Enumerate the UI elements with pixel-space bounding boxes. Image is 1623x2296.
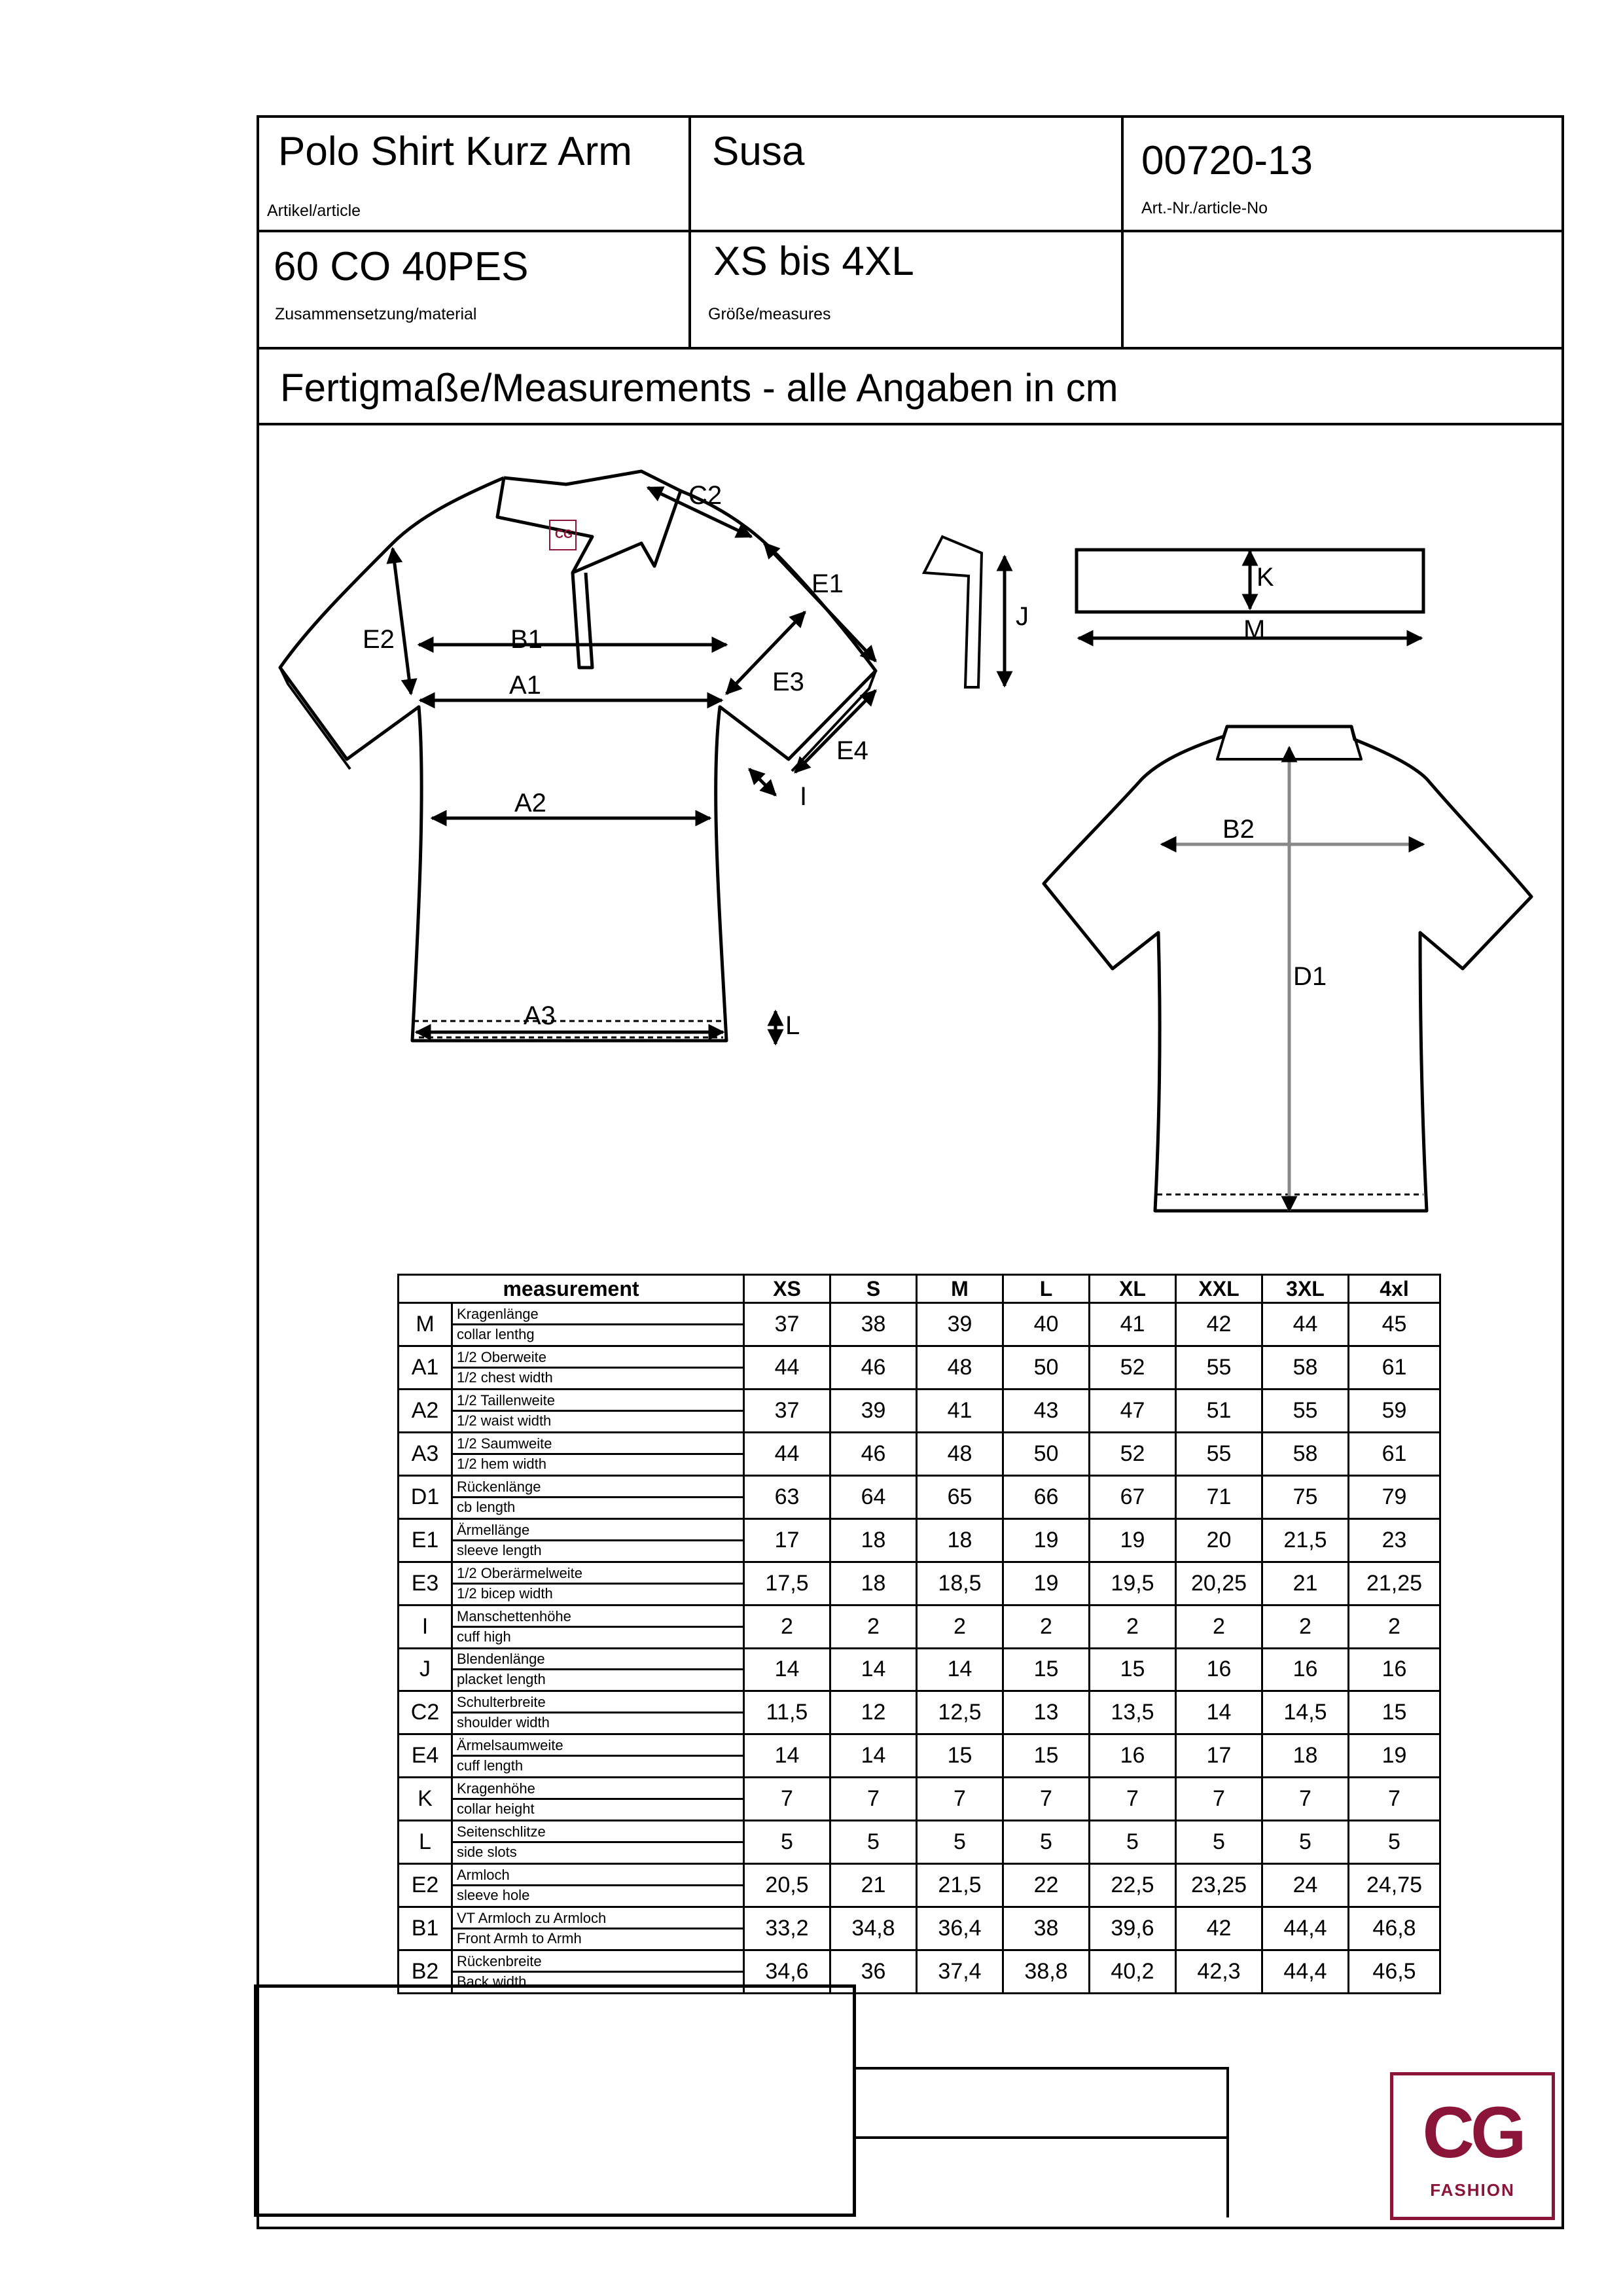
mini-logo: CG [555,528,573,541]
value-cell-xl: 52 [1090,1346,1176,1389]
description-english: 1/2 chest width [457,1369,553,1386]
measurement-code: C2 [399,1691,452,1734]
value-cell-4xl: 7 [1349,1778,1440,1821]
value-cell-m: 18 [917,1518,1003,1562]
value-cell-l: 2 [1003,1605,1090,1648]
value-cell-l: 38 [1003,1907,1090,1950]
value-cell-3xl: 2 [1262,1605,1349,1648]
value-cell-xs: 44 [744,1432,830,1475]
value-cell-xl: 67 [1090,1475,1176,1518]
measurement-description [452,1691,744,1734]
value-cell-xxl: 71 [1176,1475,1262,1518]
footer-line-3 [1226,2067,1229,2217]
value-cell-m: 65 [917,1475,1003,1518]
measurement-description [452,1734,744,1778]
table-row [399,1346,1440,1389]
value-cell-3xl: 5 [1262,1821,1349,1864]
description-english: cb length [457,1498,516,1515]
value-cell-4xl: 45 [1349,1303,1440,1346]
article-label: Artikel/article [267,202,361,220]
front-shirt-drawing [280,471,876,1041]
value-cell-xxl: 5 [1176,1821,1262,1864]
table-row [399,1648,1440,1691]
value-cell-s: 21 [830,1864,917,1907]
value-cell-xxl: 17 [1176,1734,1262,1778]
table-row [399,1605,1440,1648]
description-german: Ärmellänge [453,1521,743,1541]
table-row [399,1389,1440,1432]
value-cell-s: 46 [830,1346,917,1389]
value-cell-s: 7 [830,1778,917,1821]
article-number-label: Art.-Nr./article-No [1141,199,1268,217]
table-row [399,1907,1440,1950]
value-cell-3xl: 55 [1262,1389,1349,1432]
header-size-xl: XL [1090,1275,1176,1303]
value-cell-3xl: 14,5 [1262,1691,1349,1734]
measurement-code: B2 [399,1950,452,1994]
value-cell-xxl: 20,25 [1176,1562,1262,1605]
value-cell-xs: 37 [744,1303,830,1346]
label-i: I [800,782,808,811]
label-e1: E1 [812,569,844,598]
table-row [399,1518,1440,1562]
value-cell-xl: 22,5 [1090,1864,1176,1907]
table-row [399,1864,1440,1907]
measurement-description [452,1562,744,1605]
value-cell-m: 48 [917,1432,1003,1475]
i-line [749,769,776,795]
value-cell-s: 39 [830,1389,917,1432]
description-german: 1/2 Taillenweite [453,1391,743,1412]
value-cell-xs: 11,5 [744,1691,830,1734]
measurement-code: K [399,1778,452,1821]
value-cell-xxl: 2 [1176,1605,1262,1648]
value-cell-l: 50 [1003,1432,1090,1475]
description-english: collar lenthg [457,1325,535,1342]
value-cell-l: 38,8 [1003,1950,1090,1994]
description-english: Back width [457,1973,527,1990]
measurement-description [452,1475,744,1518]
value-cell-3xl: 58 [1262,1432,1349,1475]
table-row [399,1821,1440,1864]
value-cell-xl: 19 [1090,1518,1176,1562]
measurement-code: M [399,1303,452,1346]
value-cell-3xl: 44,4 [1262,1907,1349,1950]
measurement-table [397,1274,1441,1994]
description-english: side slots [457,1844,517,1861]
value-cell-xl: 15 [1090,1648,1176,1691]
value-cell-m: 2 [917,1605,1003,1648]
description-german: 1/2 Oberärmelweite [453,1564,743,1585]
value-cell-m: 39 [917,1303,1003,1346]
label-b1: B1 [510,625,543,654]
size-range: XS bis 4XL [713,239,914,284]
value-cell-xl: 47 [1090,1389,1176,1432]
material: 60 CO 40PES [274,244,529,289]
article-number: 00720-13 [1141,138,1313,183]
value-cell-3xl: 44 [1262,1303,1349,1346]
measurement-description [452,1778,744,1821]
description-english: cuff high [457,1628,511,1645]
value-cell-xxl: 16 [1176,1648,1262,1691]
footer-line-2 [856,2136,1229,2139]
value-cell-4xl: 15 [1349,1691,1440,1734]
section-title: Fertigmaße/Measurements - alle Angaben in cm [280,366,1118,410]
value-cell-xxl: 20 [1176,1518,1262,1562]
measurement-description [452,1605,744,1648]
table-row [399,1778,1440,1821]
e1-line [764,543,876,661]
value-cell-4xl: 16 [1349,1648,1440,1691]
header-size-xxl: XXL [1176,1275,1262,1303]
value-cell-xxl: 42 [1176,1303,1262,1346]
value-cell-3xl: 18 [1262,1734,1349,1778]
label-m: M [1243,615,1266,644]
value-cell-xs: 20,5 [744,1864,830,1907]
value-cell-xs: 33,2 [744,1907,830,1950]
description-german: Rückenlänge [453,1478,743,1498]
value-cell-4xl: 24,75 [1349,1864,1440,1907]
value-cell-m: 5 [917,1821,1003,1864]
value-cell-3xl: 58 [1262,1346,1349,1389]
value-cell-4xl: 46,5 [1349,1950,1440,1994]
value-cell-s: 12 [830,1691,917,1734]
value-cell-s: 18 [830,1518,917,1562]
value-cell-4xl: 59 [1349,1389,1440,1432]
value-cell-s: 14 [830,1648,917,1691]
value-cell-s: 38 [830,1303,917,1346]
measurement-description [452,1821,744,1864]
value-cell-xs: 14 [744,1734,830,1778]
footer-notes-box [254,1984,856,2217]
label-a1: A1 [509,671,541,700]
table-row [399,1691,1440,1734]
table-row [399,1475,1440,1518]
value-cell-s: 36 [830,1950,917,1994]
table-row [399,1303,1440,1346]
description-english: sleeve length [457,1541,542,1558]
value-cell-xl: 40,2 [1090,1950,1176,1994]
measurement-description [452,1648,744,1691]
measurement-description [452,1518,744,1562]
value-cell-xxl: 42 [1176,1907,1262,1950]
description-english: cuff length [457,1757,524,1774]
value-cell-s: 46 [830,1432,917,1475]
description-german: Rückenbreite [453,1952,743,1973]
e2-line [393,548,411,694]
measurement-code: I [399,1605,452,1648]
description-german: 1/2 Oberweite [453,1348,743,1369]
value-cell-l: 15 [1003,1734,1090,1778]
material-label: Zusammensetzung/material [275,305,477,323]
value-cell-xs: 34,6 [744,1950,830,1994]
value-cell-4xl: 61 [1349,1346,1440,1389]
value-cell-4xl: 2 [1349,1605,1440,1648]
measurement-code: A2 [399,1389,452,1432]
logo-mark: CG [1422,2092,1523,2173]
measurement-description [452,1432,744,1475]
value-cell-s: 2 [830,1605,917,1648]
table-row [399,1432,1440,1475]
value-cell-xs: 14 [744,1648,830,1691]
value-cell-xs: 37 [744,1389,830,1432]
description-english: 1/2 hem width [457,1455,546,1472]
value-cell-xl: 41 [1090,1303,1176,1346]
size-range-label: Größe/measures [708,305,831,323]
header-size-s: S [830,1275,917,1303]
value-cell-l: 22 [1003,1864,1090,1907]
label-d1: D1 [1293,962,1327,991]
value-cell-xl: 13,5 [1090,1691,1176,1734]
header-size-xs: XS [744,1275,830,1303]
description-german: Seitenschlitze [453,1823,743,1843]
value-cell-l: 5 [1003,1821,1090,1864]
label-e2: E2 [363,625,395,654]
measurement-description [452,1389,744,1432]
description-german: Kragenhöhe [453,1780,743,1800]
value-cell-4xl: 23 [1349,1518,1440,1562]
placket-detail [924,537,1005,687]
value-cell-xl: 39,6 [1090,1907,1176,1950]
value-cell-3xl: 7 [1262,1778,1349,1821]
measurement-code: L [399,1821,452,1864]
value-cell-m: 12,5 [917,1691,1003,1734]
value-cell-l: 66 [1003,1475,1090,1518]
label-a2: A2 [514,789,546,817]
table-row [399,1562,1440,1605]
value-cell-s: 14 [830,1734,917,1778]
value-cell-m: 7 [917,1778,1003,1821]
value-cell-xxl: 14 [1176,1691,1262,1734]
description-english: 1/2 bicep width [457,1585,553,1602]
value-cell-xs: 17,5 [744,1562,830,1605]
value-cell-l: 19 [1003,1562,1090,1605]
label-a3: A3 [524,1001,556,1030]
description-english: shoulder width [457,1714,550,1731]
value-cell-xxl: 23,25 [1176,1864,1262,1907]
measurement-description [452,1346,744,1389]
measurement-description [452,1907,744,1950]
value-cell-3xl: 21 [1262,1562,1349,1605]
value-cell-xxl: 55 [1176,1432,1262,1475]
value-cell-m: 41 [917,1389,1003,1432]
measurement-code: E3 [399,1562,452,1605]
value-cell-3xl: 21,5 [1262,1518,1349,1562]
value-cell-m: 36,4 [917,1907,1003,1950]
label-e4: E4 [836,736,868,765]
value-cell-4xl: 5 [1349,1821,1440,1864]
header-size-m: M [917,1275,1003,1303]
value-cell-s: 64 [830,1475,917,1518]
measurement-code: J [399,1648,452,1691]
value-cell-4xl: 19 [1349,1734,1440,1778]
value-cell-xxl: 7 [1176,1778,1262,1821]
value-cell-3xl: 16 [1262,1648,1349,1691]
value-cell-3xl: 24 [1262,1864,1349,1907]
header-size-3xl: 3XL [1262,1275,1349,1303]
value-cell-xs: 5 [744,1821,830,1864]
header-size-l: L [1003,1275,1090,1303]
measurement-code: A1 [399,1346,452,1389]
measurement-code: E1 [399,1518,452,1562]
value-cell-s: 34,8 [830,1907,917,1950]
value-cell-l: 50 [1003,1346,1090,1389]
value-cell-xl: 7 [1090,1778,1176,1821]
description-german: Armloch [453,1866,743,1886]
measurement-code: A3 [399,1432,452,1475]
value-cell-3xl: 44,4 [1262,1950,1349,1994]
description-german: Manschettenhöhe [453,1607,743,1628]
measurement-code: B1 [399,1907,452,1950]
article-name: Polo Shirt Kurz Arm [278,129,632,174]
measurement-code: E4 [399,1734,452,1778]
description-english: collar height [457,1801,535,1818]
description-english: Front Armh to Armh [457,1930,582,1947]
value-cell-xl: 5 [1090,1821,1176,1864]
value-cell-xl: 2 [1090,1605,1176,1648]
value-cell-4xl: 61 [1349,1432,1440,1475]
logo-subtitle: FASHION [1430,2180,1515,2200]
value-cell-m: 14 [917,1648,1003,1691]
label-e3: E3 [772,668,804,696]
label-j: J [1016,602,1029,631]
value-cell-m: 37,4 [917,1950,1003,1994]
footer-line-1 [856,2067,1229,2070]
value-cell-xxl: 42,3 [1176,1950,1262,1994]
description-german: Schulterbreite [453,1693,743,1713]
value-cell-l: 43 [1003,1389,1090,1432]
model-name: Susa [712,129,805,174]
value-cell-xxl: 51 [1176,1389,1262,1432]
value-cell-m: 21,5 [917,1864,1003,1907]
value-cell-m: 48 [917,1346,1003,1389]
table-header-row [399,1275,1440,1303]
value-cell-l: 13 [1003,1691,1090,1734]
header-measurement: measurement [399,1275,744,1303]
value-cell-4xl: 21,25 [1349,1562,1440,1605]
description-german: Kragenlänge [453,1305,743,1325]
table-body [399,1303,1440,1994]
description-english: sleeve hole [457,1887,530,1904]
description-english: 1/2 waist width [457,1412,552,1429]
value-cell-xxl: 55 [1176,1346,1262,1389]
description-german: Ärmelsaumweite [453,1736,743,1757]
value-cell-l: 40 [1003,1303,1090,1346]
value-cell-m: 15 [917,1734,1003,1778]
value-cell-xl: 19,5 [1090,1562,1176,1605]
header-size-4xl: 4xl [1349,1275,1440,1303]
label-c2: C2 [688,481,722,510]
description-german: Blendenlänge [453,1650,743,1670]
value-cell-xl: 52 [1090,1432,1176,1475]
measurement-code: D1 [399,1475,452,1518]
value-cell-l: 19 [1003,1518,1090,1562]
value-cell-xs: 2 [744,1605,830,1648]
measurement-code: E2 [399,1864,452,1907]
label-l: L [785,1011,800,1040]
value-cell-4xl: 46,8 [1349,1907,1440,1950]
value-cell-xs: 17 [744,1518,830,1562]
value-cell-l: 7 [1003,1778,1090,1821]
value-cell-xl: 16 [1090,1734,1176,1778]
brand-logo [1390,2072,1555,2220]
measurement-description [452,1864,744,1907]
value-cell-3xl: 75 [1262,1475,1349,1518]
value-cell-m: 18,5 [917,1562,1003,1605]
label-b2: B2 [1222,815,1255,844]
value-cell-xs: 7 [744,1778,830,1821]
value-cell-l: 15 [1003,1648,1090,1691]
label-k: K [1257,563,1274,592]
description-english: placket length [457,1671,546,1688]
value-cell-xs: 44 [744,1346,830,1389]
value-cell-xs: 63 [744,1475,830,1518]
description-german: VT Armloch zu Armloch [453,1909,743,1929]
value-cell-s: 5 [830,1821,917,1864]
value-cell-s: 18 [830,1562,917,1605]
value-cell-4xl: 79 [1349,1475,1440,1518]
description-german: 1/2 Saumweite [453,1435,743,1455]
measurement-description [452,1303,744,1346]
table-row [399,1734,1440,1778]
